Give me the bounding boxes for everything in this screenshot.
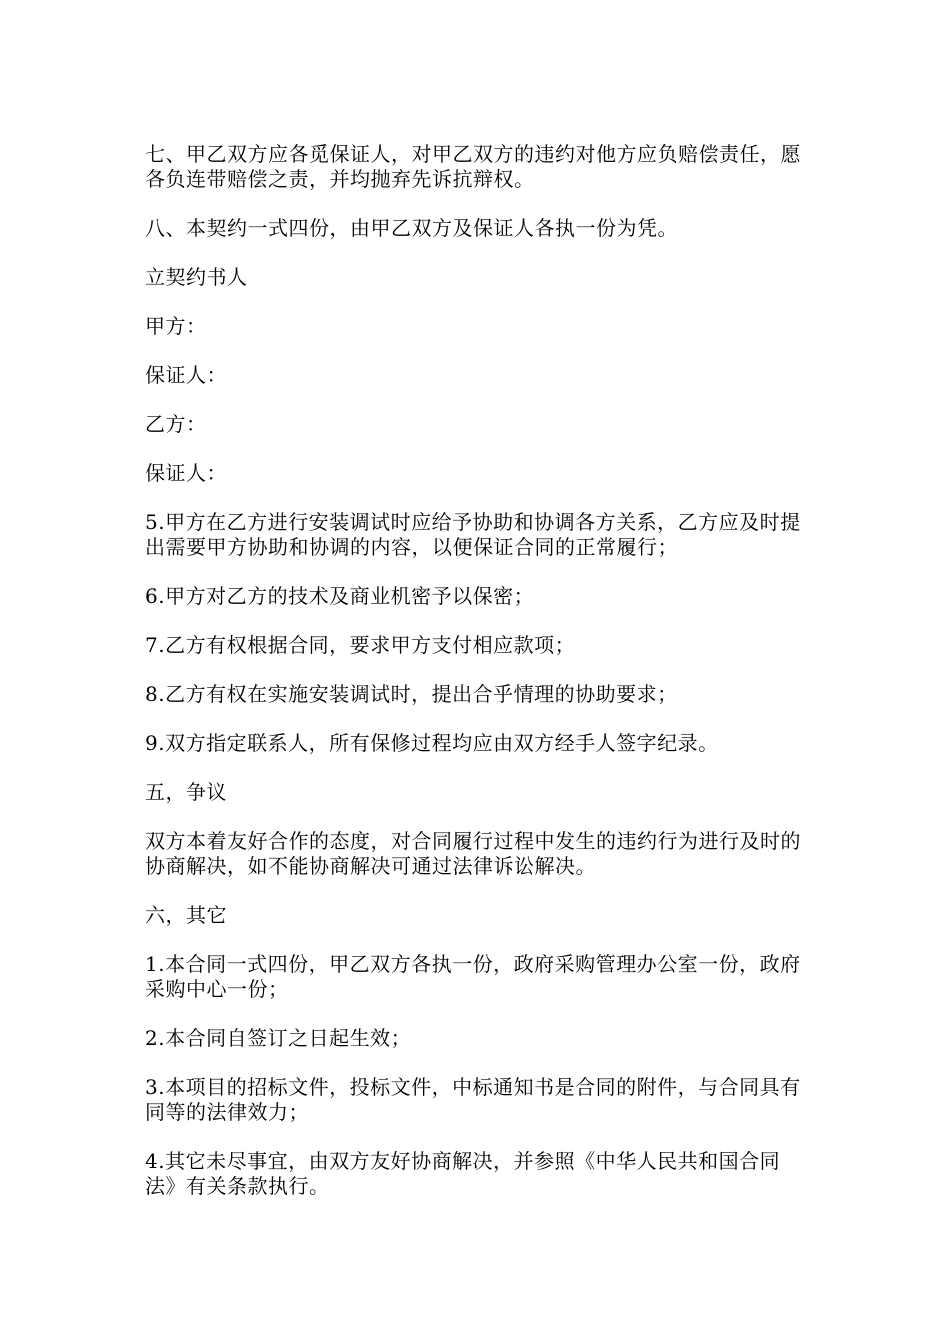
party-b-label: 乙方： [145, 412, 207, 436]
other-item-2: 2.本合同自签订之日起生效； [145, 1026, 412, 1050]
guarantor-a-label: 保证人： [145, 363, 227, 387]
item-5: 5.甲方在乙方进行安装调试时应给予协助和协调各方关系，乙方应及时提出需要甲方协助和协调的内容，以便保证合同的正常履行； [145, 510, 801, 559]
item-9: 9.双方指定联系人，所有保修过程均应由双方经手人签字纪录。 [145, 731, 719, 755]
signatories-heading: 立契约书人 [145, 265, 248, 289]
guarantor-b-label: 保证人： [145, 461, 227, 485]
item-7: 7.乙方有权根据合同，要求甲方支付相应款项； [145, 633, 576, 657]
clause-guarantor: 七、甲乙双方应各觅保证人，对甲乙双方的违约对他方应负赔偿责任，愿各负连带赔偿之责，并均抛弃先诉抗辩权。 [145, 142, 801, 191]
dispute-text: 双方本着友好合作的态度，对合同履行过程中发生的违约行为进行及时的协商解决，如不能协商解决可通过法律诉讼解决。 [145, 829, 801, 878]
section-dispute-heading: 五，争议 [145, 780, 227, 804]
party-a-label: 甲方： [145, 314, 207, 338]
other-item-3: 3.本项目的招标文件，投标文件，中标通知书是合同的附件，与合同具有同等的法律效力； [145, 1075, 801, 1124]
clause-copies: 八、本契约一式四份，由甲乙双方及保证人各执一份为凭。 [145, 216, 678, 240]
section-other-heading: 六，其它 [145, 903, 227, 927]
document-body [145, 142, 810, 1223]
other-item-4: 4.其它未尽事宜，由双方友好协商解决，并参照《中华人民共和国合同法》有关条款执行。 [145, 1149, 781, 1198]
item-8: 8.乙方有权在实施安装调试时，提出合乎情理的协助要求； [145, 682, 678, 706]
item-6: 6.甲方对乙方的技术及商业机密予以保密； [145, 584, 535, 608]
other-item-1: 1.本合同一式四份，甲乙双方各执一份，政府采购管理办公室一份，政府采购中心一份； [145, 952, 801, 1001]
